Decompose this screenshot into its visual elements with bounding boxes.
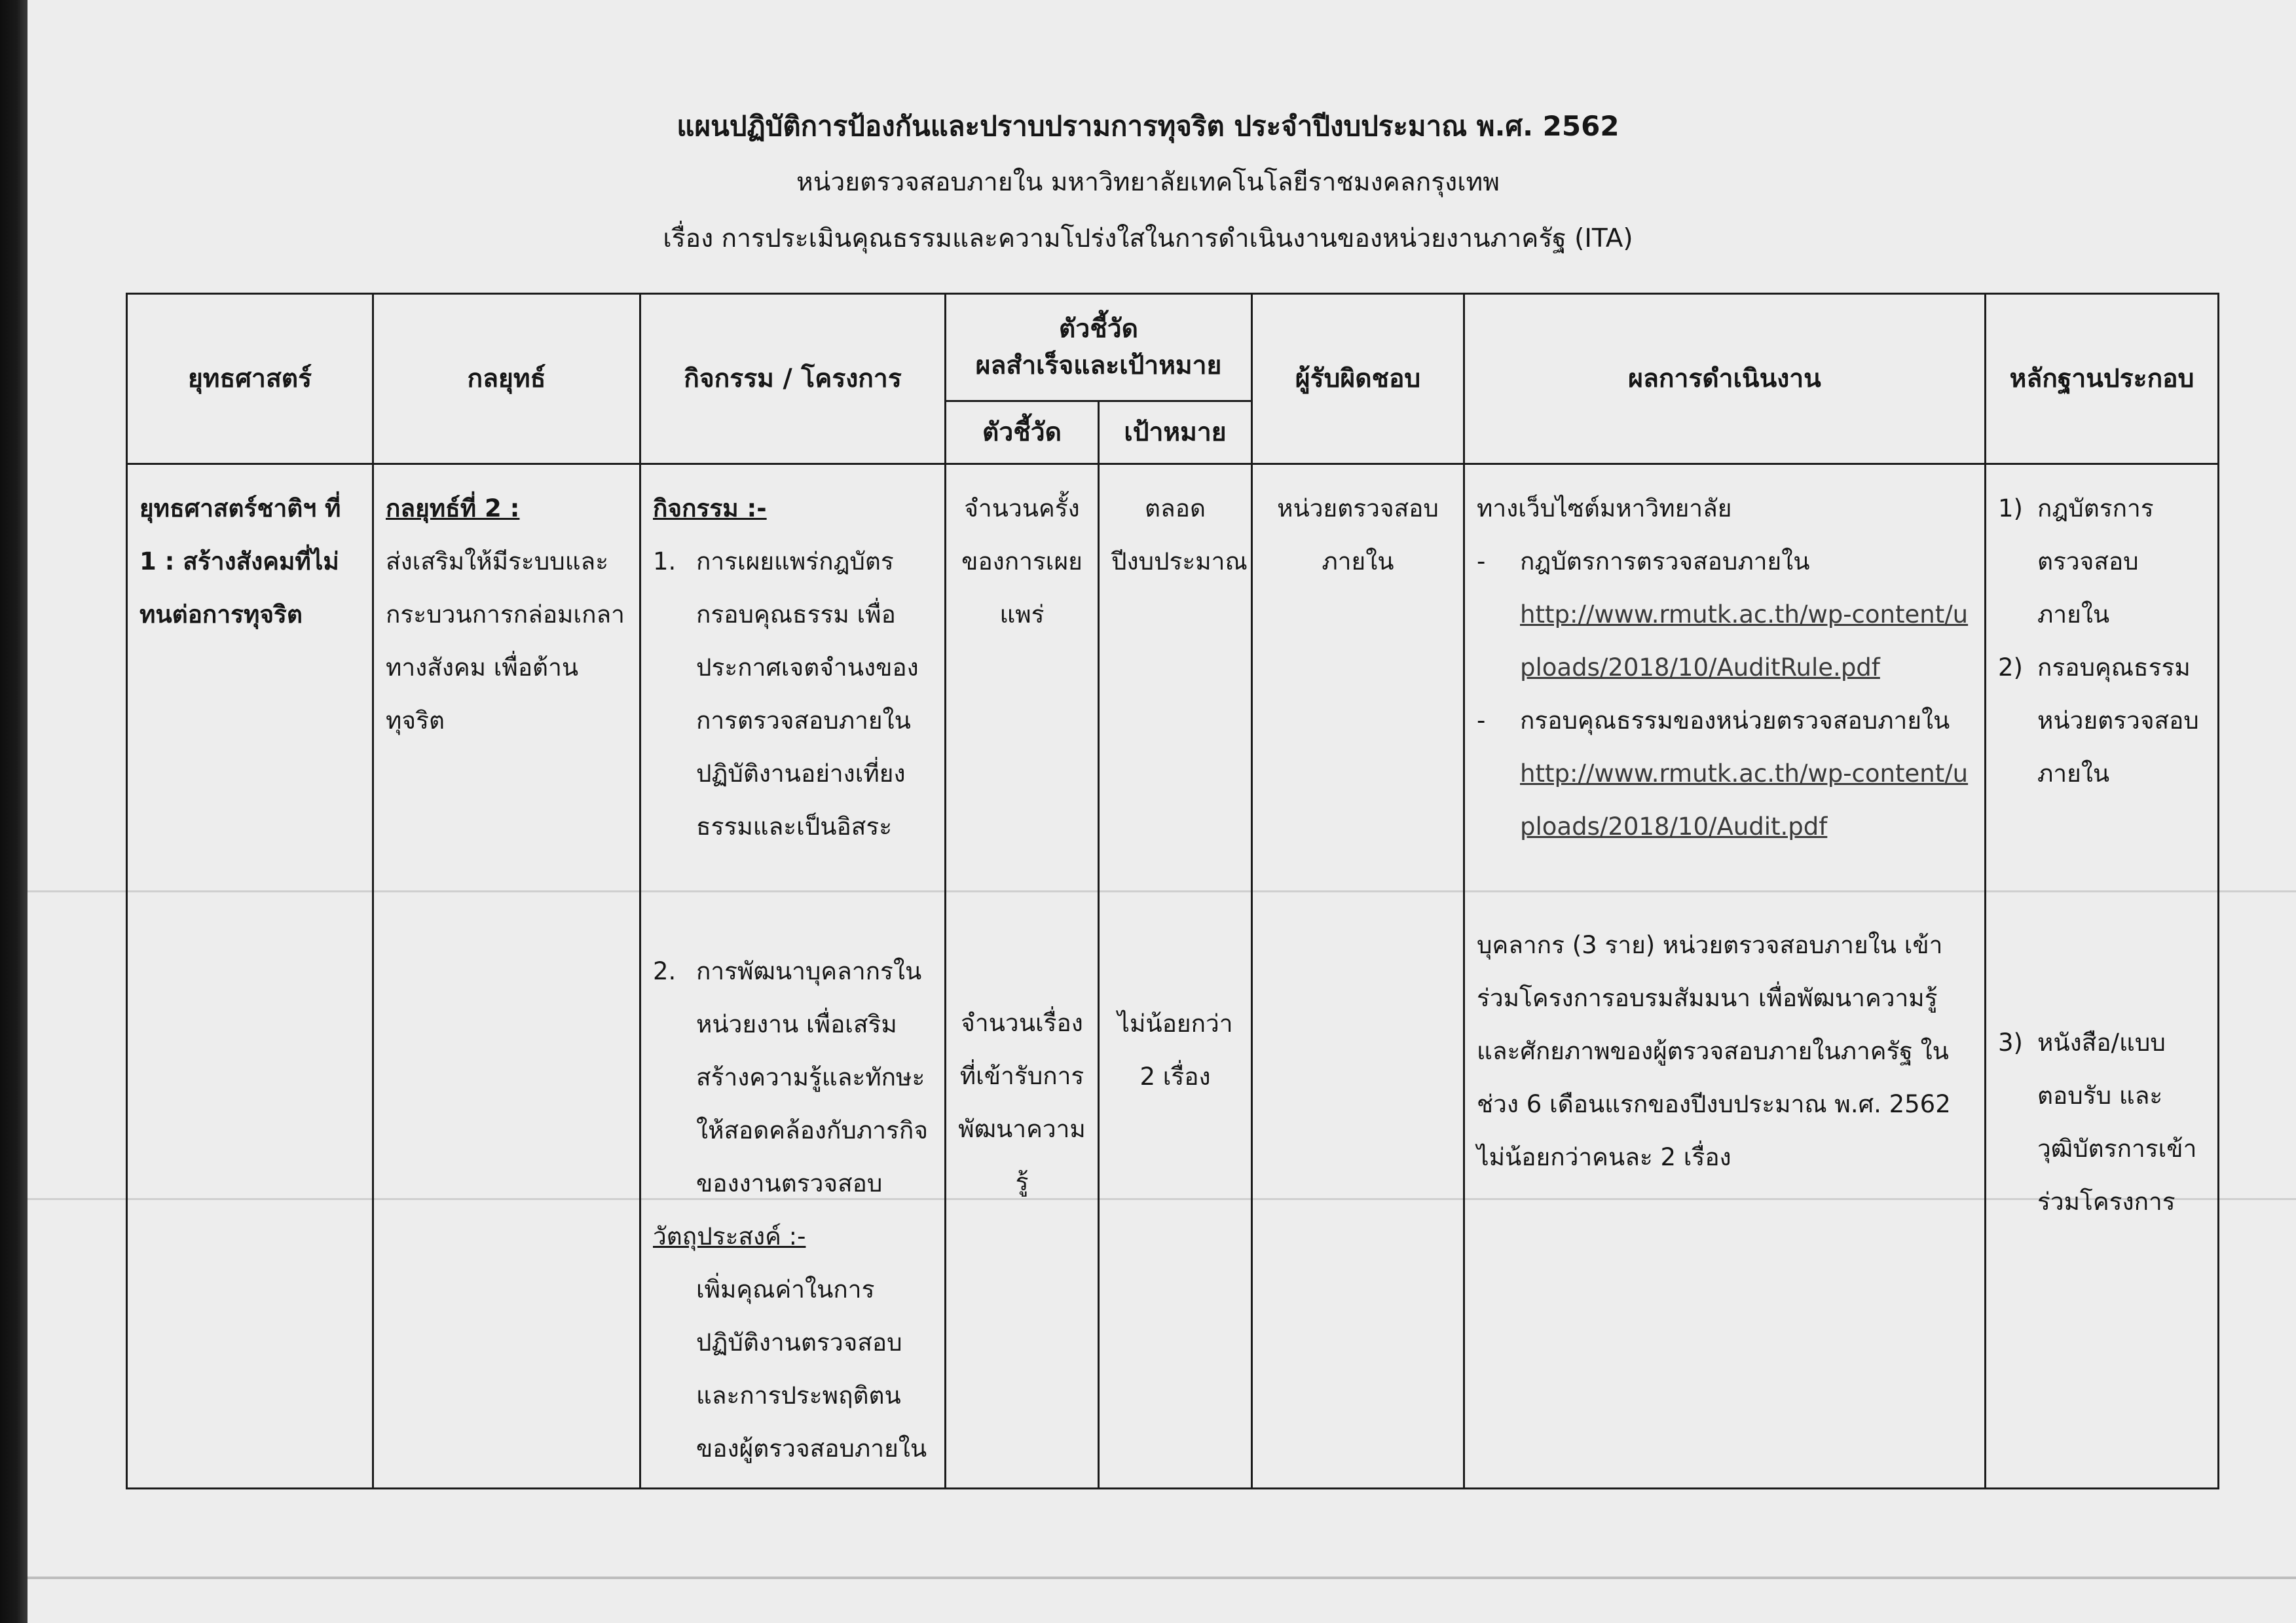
cell-kpi bbox=[946, 464, 1099, 1489]
action-plan-table bbox=[126, 293, 2219, 1489]
evidence-text: หนังสือ/แบบตอบรับ และวุฒิบัตรการเข้าร่วมโครงการ bbox=[2037, 1029, 2197, 1216]
evidence-text: กฎบัตรการตรวจสอบภายใน bbox=[2037, 494, 2154, 629]
activity-text: การพัฒนาบุคลากรในหน่วยงาน เพื่อเสริมสร้างความรู้และทักษะให้สอดคล้องกับภารกิจของงานตรวจสอบ bbox=[696, 957, 929, 1197]
evidence-item bbox=[1998, 482, 2206, 641]
cell-strategy bbox=[127, 464, 373, 1489]
header-strategy: ยุทธศาสตร์ bbox=[127, 294, 373, 464]
activity-label: กิจกรรม :- bbox=[653, 494, 767, 522]
audit-ethics-link[interactable]: http://www.rmutk.ac.th/wp-content/uploads/2018/10/Audit.pdf bbox=[1520, 759, 1969, 841]
document-subject: เรื่อง การประเมินคุณธรรมและความโปร่งใสในการดำเนินงานของหน่วยงานภาครัฐ (ITA) bbox=[663, 224, 1633, 253]
results-item-label: กฎบัตรการตรวจสอบภายใน bbox=[1520, 547, 1810, 575]
evidence-number: 2) bbox=[1998, 653, 2023, 682]
tactic-text: ส่งเสริมให้มีระบบและกระบวนการกล่อมเกลาทางสังคม เพื่อต้านทุจริต bbox=[386, 547, 625, 735]
scan-artifact bbox=[28, 1577, 2296, 1579]
activity-number: 2. bbox=[653, 957, 676, 985]
document-subtitle: หน่วยตรวจสอบภายใน มหาวิทยาลัยเทคโนโลยีราชมงคลกรุงเทพ bbox=[796, 168, 1500, 197]
evidence-text: กรอบคุณธรรมหน่วยตรวจสอบภายใน bbox=[2037, 653, 2199, 788]
target-value: ตลอดปีงบประมาณ bbox=[1111, 494, 1248, 575]
responsible-text: หน่วยตรวจสอบภายใน bbox=[1277, 494, 1439, 575]
results-item: - กฎบัตรการตรวจสอบภายใน http://www.rmutk.ac.th/wp-content/uploads/2018/10/AuditRule.pdf bbox=[1477, 535, 1972, 694]
cell-target bbox=[1099, 464, 1252, 1489]
header-kpi-group-line2: ผลสำเร็จและเป้าหมาย bbox=[975, 350, 1222, 380]
activity-number: 1. bbox=[653, 547, 676, 575]
activity-text: การเผยแพร่กฎบัตรกรอบคุณธรรม เพื่อประกาศเจตจำนงของการตรวจสอบภายในปฏิบัติงานอย่างเที่ยงธรรมและเป็นอิสระ bbox=[696, 547, 919, 841]
header-tactic: กลยุทธ์ bbox=[373, 294, 640, 464]
cell-tactic bbox=[373, 464, 640, 1489]
evidence-item bbox=[1998, 641, 2206, 800]
kpi-value: จำนวนครั้งของการเผยแพร่ bbox=[961, 494, 1083, 629]
strategy-text: ยุทธศาสตร์ชาติฯ ที่ 1 : สร้างสังคมที่ไม่ทนต่อการทุจริต bbox=[139, 494, 341, 629]
objective-text: เพิ่มคุณค่าในการปฏิบัติงานตรวจสอบและการประพฤติตนของผู้ตรวจสอบภายใน bbox=[696, 1275, 927, 1463]
evidence-number: 3) bbox=[1998, 1029, 2023, 1057]
target-value: ไม่น้อยกว่า 2 เรื่อง bbox=[1117, 1010, 1233, 1091]
header-responsible: ผู้รับผิดชอบ bbox=[1252, 294, 1464, 464]
evidence-item bbox=[1998, 1016, 2206, 1228]
activity-item bbox=[653, 945, 933, 1210]
cell-results bbox=[1464, 464, 1986, 1489]
cell-evidence bbox=[1986, 464, 2219, 1489]
header-kpi-group-line1: ตัวชี้วัด bbox=[1059, 314, 1138, 344]
document-header bbox=[0, 98, 2296, 267]
evidence-number: 1) bbox=[1998, 494, 2023, 522]
kpi-value: จำนวนเรื่องที่เข้ารับการพัฒนาความรู้ bbox=[958, 1009, 1086, 1196]
cell-activity bbox=[640, 464, 946, 1489]
header-kpi: ตัวชี้วัด bbox=[946, 401, 1099, 464]
results-item: - กรอบคุณธรรมของหน่วยตรวจสอบภายใน http://www.rmutk.ac.th/wp-content/uploads/2018/10/Audit.pdf bbox=[1477, 694, 1972, 853]
header-results: ผลการดำเนินงาน bbox=[1464, 294, 1986, 464]
activity-item bbox=[653, 535, 933, 853]
header-kpi-group bbox=[946, 294, 1252, 401]
document-title: แผนปฏิบัติการป้องกันและปราบปรามการทุจริต ประจำปีงบประมาณ พ.ศ. 2562 bbox=[676, 110, 1620, 142]
header-evidence: หลักฐานประกอบ bbox=[1986, 294, 2219, 464]
results-intro: ทางเว็บไซต์มหาวิทยาลัย bbox=[1477, 494, 1732, 522]
audit-rule-link[interactable]: http://www.rmutk.ac.th/wp-content/uploads/2018/10/AuditRule.pdf bbox=[1520, 600, 1969, 682]
header-activity: กิจกรรม / โครงการ bbox=[640, 294, 946, 464]
objective-label: วัตถุประสงค์ :- bbox=[653, 1222, 806, 1250]
header-target: เป้าหมาย bbox=[1099, 401, 1252, 464]
tactic-title: กลยุทธ์ที่ 2 : bbox=[386, 494, 520, 522]
results-second-text: บุคลากร (3 ราย) หน่วยตรวจสอบภายใน เข้าร่วมโครงการอบรมสัมมนา เพื่อพัฒนาความรู้และศักยภาพของผู้ตรวจสอบภายในภาครัฐ ในช่วง 6 เดือนแรกของปีงบประมาณ พ.ศ. 2562 ไม่น้อยกว่าคนละ 2 เรื่อง bbox=[1477, 931, 1951, 1171]
results-item-label: กรอบคุณธรรมของหน่วยตรวจสอบภายใน bbox=[1520, 706, 1950, 735]
cell-responsible bbox=[1252, 464, 1464, 1489]
